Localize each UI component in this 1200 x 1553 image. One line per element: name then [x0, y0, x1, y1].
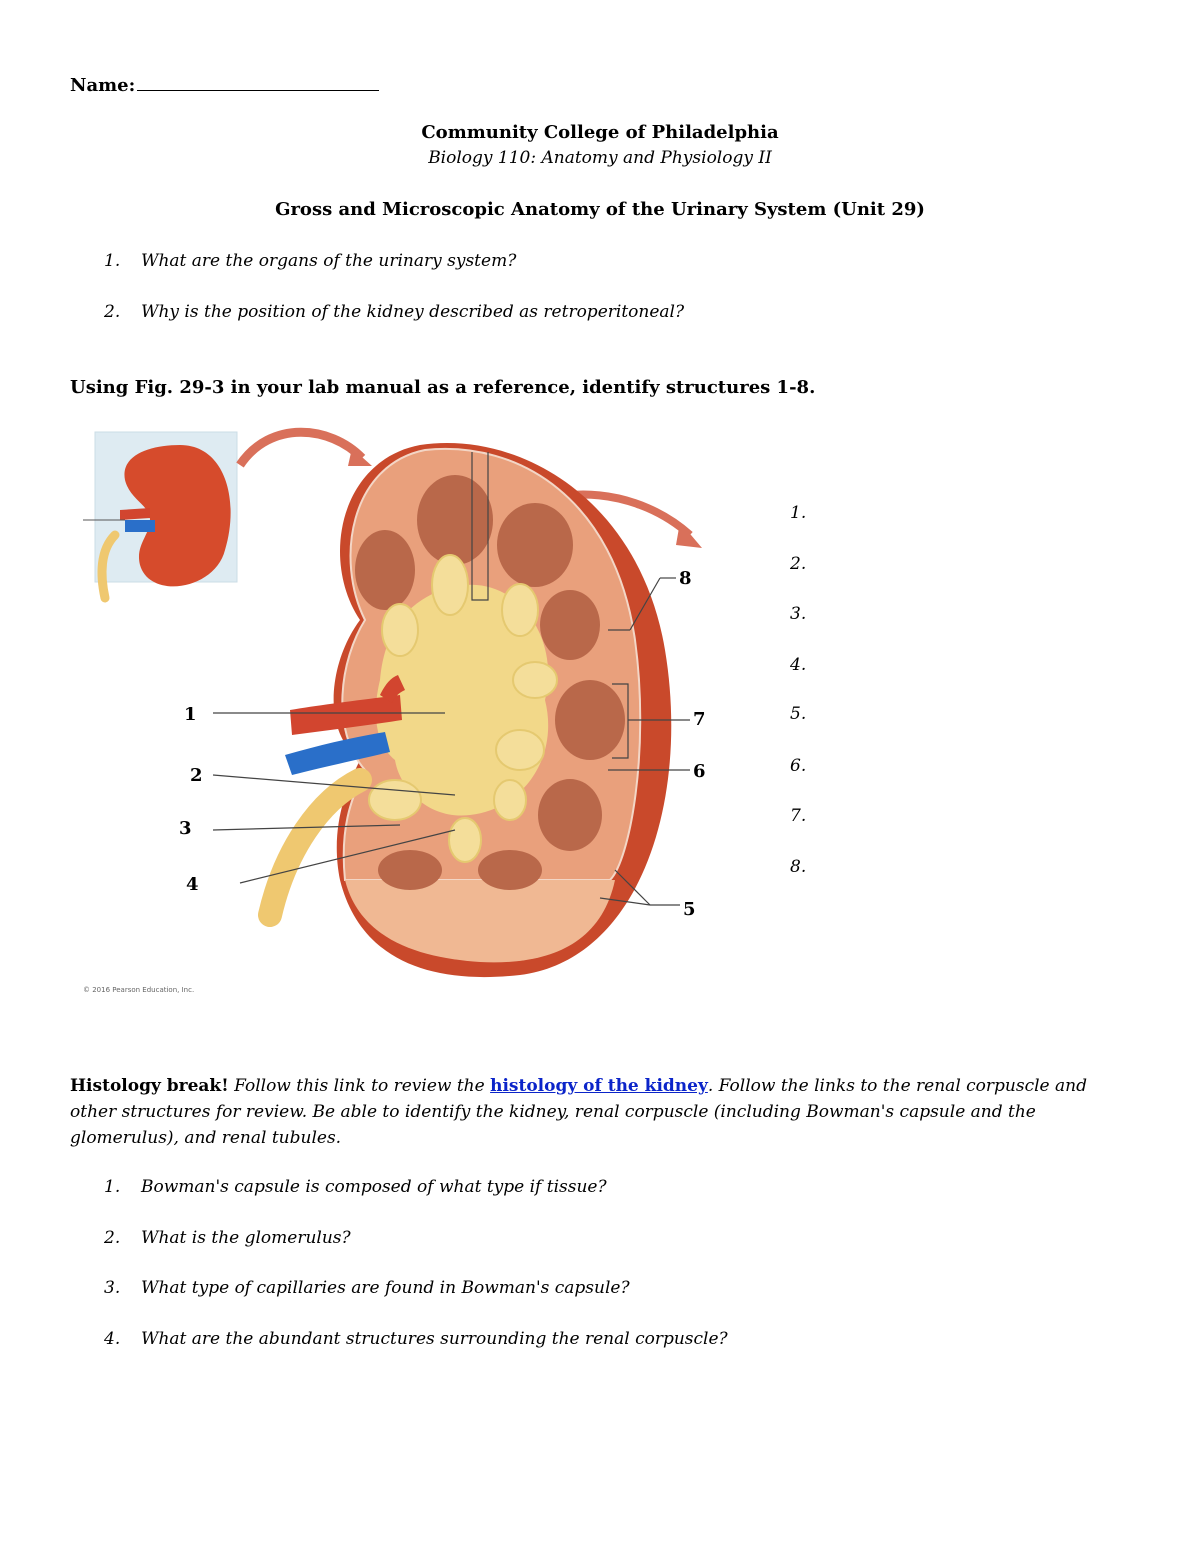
answer-blank-6[interactable]: 6. — [790, 756, 807, 776]
question-number: 2. — [104, 1228, 121, 1248]
kidney-diagram — [60, 420, 760, 1005]
question-text: What type of capillaries are found in Bowman's capsule? — [141, 1278, 630, 1298]
diagram-label-8: 8 — [679, 568, 692, 589]
diagram-label-1: 1 — [184, 704, 197, 725]
diagram-instruction: Using Fig. 29-3 in your lab manual as a reference, identify structures 1-8. — [70, 377, 816, 398]
college-title: Community College of Philadelphia — [421, 122, 779, 143]
question-bottom-3 — [104, 1278, 630, 1298]
diagram-label-7: 7 — [693, 709, 706, 730]
diagram-label-3: 3 — [179, 818, 192, 839]
histology-heading: Histology break! — [70, 1076, 229, 1096]
diagram-label-6: 6 — [693, 761, 706, 782]
question-bottom-2 — [104, 1228, 351, 1248]
question-bottom-1 — [104, 1177, 607, 1197]
name-label: Name: — [70, 75, 136, 96]
question-text: What is the glomerulus? — [141, 1228, 351, 1248]
question-number: 1. — [104, 1177, 121, 1197]
arrow-head-icon — [676, 522, 702, 548]
histology-text-before-link: Follow this link to review the — [234, 1076, 485, 1096]
answer-blank-3[interactable]: 3. — [790, 604, 807, 624]
answer-blank-1[interactable]: 1. — [790, 503, 807, 523]
answer-blank-7[interactable]: 7. — [790, 806, 807, 826]
histology-paragraph — [70, 1073, 1130, 1151]
course-title: Biology 110: Anatomy and Physiology II — [428, 148, 772, 168]
answer-blank-4[interactable]: 4. — [790, 655, 807, 675]
diagram-label-4: 4 — [186, 874, 199, 895]
question-number: 1. — [104, 251, 121, 271]
question-top-2 — [104, 302, 684, 322]
question-number: 2. — [104, 302, 121, 322]
question-bottom-4 — [104, 1329, 728, 1349]
question-number: 3. — [104, 1278, 121, 1298]
question-top-1 — [104, 251, 516, 271]
copyright-text: © 2016 Pearson Education, Inc. — [83, 986, 195, 994]
diagram-label-5: 5 — [683, 899, 696, 920]
histology-link[interactable]: histology of the kidney — [490, 1076, 708, 1096]
answer-blank-8[interactable]: 8. — [790, 857, 807, 877]
name-blank-line[interactable] — [137, 72, 379, 91]
answer-blank-2[interactable]: 2. — [790, 554, 807, 574]
kidney-inset — [83, 432, 237, 598]
question-text: Bowman's capsule is composed of what type if tissue? — [141, 1177, 607, 1197]
answer-blank-5[interactable]: 5. — [790, 704, 807, 724]
question-number: 4. — [104, 1329, 121, 1349]
question-text: Why is the position of the kidney described as retroperitoneal? — [141, 302, 685, 322]
name-field[interactable] — [70, 72, 379, 96]
unit-title: Gross and Microscopic Anatomy of the Urinary System (Unit 29) — [275, 199, 925, 220]
diagram-label-2: 2 — [190, 765, 203, 786]
question-text: What are the organs of the urinary system? — [141, 251, 517, 271]
question-text: What are the abundant structures surrounding the renal corpuscle? — [141, 1329, 728, 1349]
histology-text-after-link: . Follow the links to the renal corpuscle and other structures for review. Be able to identify the kidney, renal corpuscle (including Bowman's capsule and the glomerulus), and renal tubules. — [70, 1076, 1087, 1148]
